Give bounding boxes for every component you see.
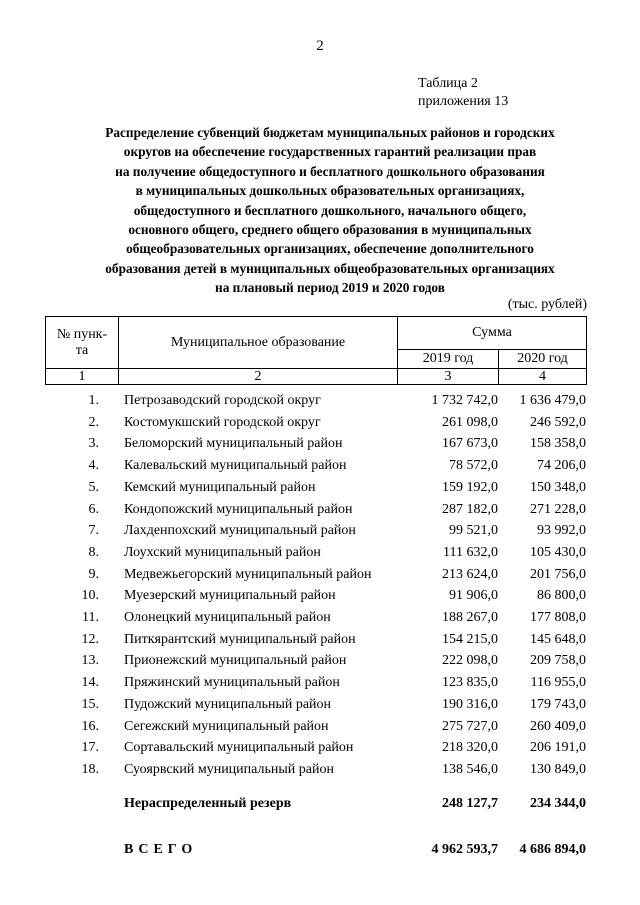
row-municipality: Калевальский муниципальный район: [124, 458, 347, 474]
row-value-2020: 158 358,0: [530, 436, 586, 452]
table-row: [45, 477, 586, 499]
row-number: 3.: [88, 436, 99, 452]
title-line: на получение общедоступного и бесплатного дошкольного образования: [115, 163, 545, 179]
table-row: [45, 433, 586, 455]
row-value-2020: 179 743,0: [530, 696, 586, 712]
row-value-2019: 1 732 742,0: [431, 393, 498, 408]
row-municipality: Суоярвский муниципальный район: [124, 761, 334, 777]
row-value-2019: 159 192,0: [442, 479, 498, 495]
row-number: 9.: [88, 566, 99, 582]
row-value-2019: 154 215,0: [442, 631, 498, 647]
title-line: общедоступного и бесплатного дошкольного, начального общего,: [133, 202, 527, 218]
column-number: 3: [398, 369, 499, 385]
row-value-2020: 177 808,0: [530, 610, 586, 626]
row-municipality: Лоухский муниципальный район: [124, 544, 321, 560]
row-municipality: Лахденпохский муниципальный район: [124, 523, 356, 539]
row-number: 11.: [82, 610, 99, 626]
row-municipality: Олонецкий муниципальный район: [124, 610, 331, 626]
row-value-2019: 138 546,0: [442, 761, 498, 777]
row-value-2020: 93 992,0: [537, 523, 586, 539]
row-value-2020: 116 955,0: [530, 675, 586, 691]
row-value-2019: 167 673,0: [442, 436, 498, 452]
title-line: округов на обеспечение государственных гарантий реализации прав: [123, 144, 537, 160]
row-municipality: Кемский муниципальный район: [124, 479, 316, 495]
column-number: 2: [119, 369, 398, 385]
reserve-label: Нераспределенный резерв: [124, 796, 292, 811]
row-number: 8.: [88, 544, 99, 560]
row-value-2020: 74 206,0: [537, 458, 586, 474]
reserve-2019: 248 127,7: [442, 796, 498, 811]
row-municipality: Прионежский муниципальный район: [124, 653, 347, 669]
table-row: [45, 607, 586, 629]
row-municipality: Медвежьегорский муниципальный район: [124, 566, 372, 582]
table-row: [45, 499, 586, 521]
row-number: 4.: [88, 458, 99, 474]
column-number: 1: [46, 369, 119, 385]
total-2019: 4 962 593,7: [431, 842, 498, 857]
table-row: [45, 585, 586, 607]
row-municipality: Кондопожский муниципальный район: [124, 501, 353, 517]
header-item-number: [46, 317, 119, 369]
column-number: 4: [499, 369, 587, 385]
row-number: 10.: [81, 588, 99, 604]
row-value-2019: 99 521,0: [449, 523, 498, 539]
row-value-2020: 206 191,0: [530, 740, 586, 756]
page-number: 2: [316, 38, 324, 54]
table-row: [45, 520, 586, 542]
table-row: [45, 629, 586, 651]
row-municipality: Беломорский муниципальный район: [124, 436, 343, 452]
row-municipality: Сегежский муниципальный район: [124, 718, 329, 734]
row-value-2020: 1 636 479,0: [519, 393, 586, 408]
row-value-2020: 86 800,0: [537, 588, 586, 604]
row-number: 7.: [88, 523, 99, 539]
row-value-2019: 188 267,0: [442, 610, 498, 626]
title-line: Распределение субвенций бюджетам муниципальных районов и городских: [105, 125, 555, 140]
row-value-2020: 150 348,0: [530, 479, 586, 495]
table-row: [45, 694, 586, 716]
row-value-2019: 222 098,0: [442, 653, 498, 669]
row-value-2020: 209 758,0: [530, 653, 586, 669]
table-row: [45, 737, 586, 759]
title-line: на плановый период 2019 и 2020 годов: [215, 280, 445, 296]
table-row: [45, 455, 586, 477]
row-number: 6.: [88, 501, 99, 517]
header-year-2019: 2019 год: [398, 350, 499, 369]
table-ref-line1: Таблица 2: [418, 76, 478, 91]
header-sum: Сумма: [398, 317, 587, 350]
table-row: [45, 650, 586, 672]
table-row: [45, 672, 586, 694]
title-line: образования детей в муниципальных общеобразовательных организациях: [105, 260, 555, 276]
row-value-2019: 287 182,0: [442, 501, 498, 517]
row-number: 17.: [81, 740, 99, 756]
row-value-2020: 260 409,0: [530, 718, 586, 734]
table-header: [45, 316, 587, 385]
row-value-2020: 105 430,0: [530, 544, 586, 560]
total-2020: 4 686 894,0: [519, 842, 586, 857]
row-value-2019: 78 572,0: [449, 458, 498, 474]
title-line: основного общего, среднего общего образования в муниципальных: [128, 222, 532, 238]
row-value-2020: 130 849,0: [530, 761, 586, 777]
table-reference: [418, 75, 508, 111]
table-row: [45, 412, 586, 434]
row-value-2020: 271 228,0: [530, 501, 586, 517]
row-municipality: Костомукшский городской округ: [124, 414, 321, 430]
header-no-line2: та: [75, 342, 89, 358]
table-row: [45, 759, 586, 781]
row-number: 16.: [81, 718, 99, 734]
table-row: [45, 390, 586, 412]
header-year-2020: 2020 год: [499, 350, 587, 369]
row-value-2019: 275 727,0: [442, 718, 498, 734]
row-municipality: Муезерский муниципальный район: [124, 588, 336, 604]
table-row: [45, 542, 586, 564]
row-value-2020: 145 648,0: [530, 631, 586, 647]
title-line: общеобразовательных организациях, обеспечение дополнительного: [126, 241, 534, 257]
title-line: в муниципальных дошкольных образовательных организациях,: [135, 183, 525, 199]
row-value-2020: 246 592,0: [530, 414, 586, 430]
row-number: 2.: [88, 414, 99, 430]
row-value-2019: 91 906,0: [449, 588, 498, 604]
row-value-2019: 218 320,0: [442, 740, 498, 756]
row-number: 15.: [81, 696, 99, 712]
row-value-2019: 261 098,0: [442, 414, 498, 430]
row-number: 12.: [81, 631, 99, 647]
row-number: 14.: [81, 675, 99, 691]
header-no-line1: № пунк-: [56, 326, 108, 342]
row-number: 13.: [81, 653, 99, 669]
row-municipality: Питкярантский муниципальный район: [124, 631, 356, 647]
units-label: (тыс. рублей): [507, 297, 587, 312]
table-body: [45, 390, 586, 781]
header-municipality: Муниципальное образование: [119, 317, 398, 369]
table-row: [45, 716, 586, 738]
row-value-2019: 111 632,0: [443, 544, 498, 560]
row-municipality: Сортавальский муниципальный район: [124, 740, 354, 756]
row-value-2019: 213 624,0: [442, 566, 498, 582]
row-value-2019: 190 316,0: [442, 696, 498, 712]
row-value-2019: 123 835,0: [442, 675, 498, 691]
row-number: 5.: [88, 479, 99, 495]
row-number: 1.: [88, 393, 99, 408]
table-ref-line2: приложения 13: [418, 94, 509, 109]
total-label: ВСЕГО: [124, 842, 198, 857]
row-municipality: Пряжинский муниципальный район: [124, 675, 340, 691]
row-municipality: Петрозаводский городской округ: [124, 393, 321, 408]
row-number: 18.: [81, 761, 99, 777]
document-title: [40, 123, 620, 298]
row-municipality: Пудожский муниципальный район: [124, 696, 332, 712]
reserve-2020: 234 344,0: [530, 796, 586, 811]
table-row: [45, 564, 586, 586]
row-value-2020: 201 756,0: [530, 566, 586, 582]
